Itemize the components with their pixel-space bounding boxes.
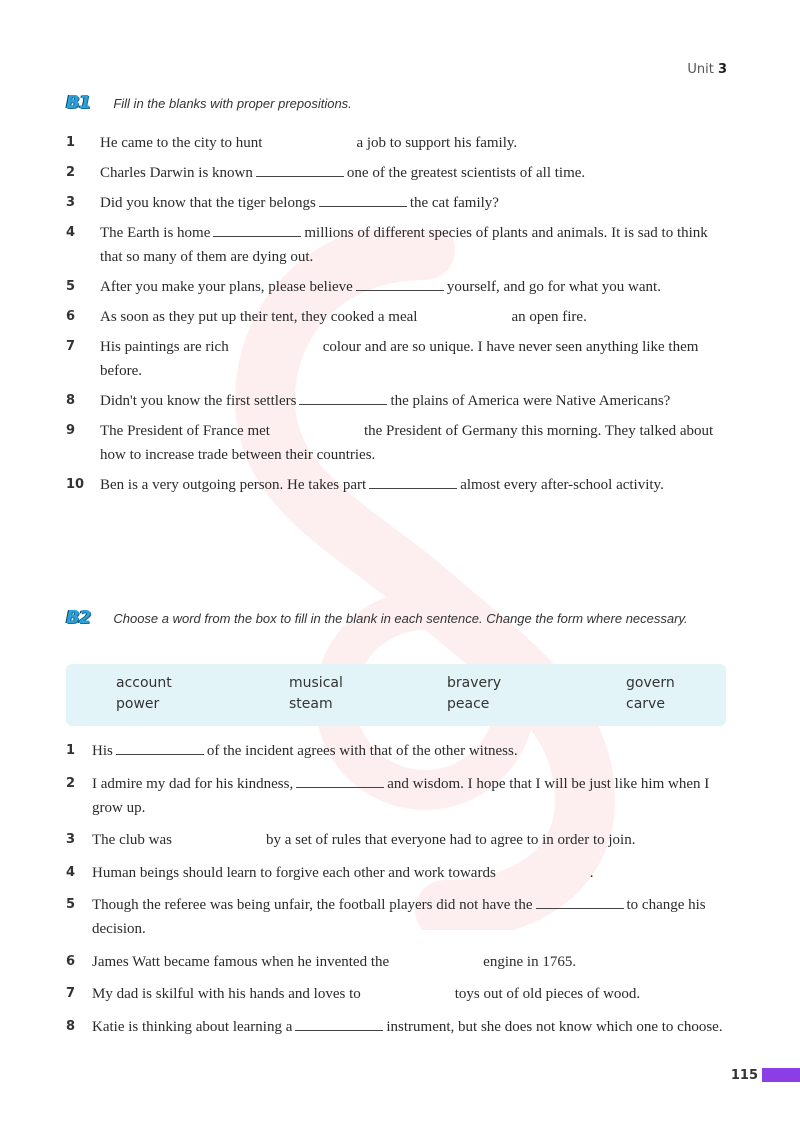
word-box-item: carve bbox=[626, 696, 665, 712]
unit-label: Unit 3 bbox=[687, 62, 727, 77]
question-text-before: Charles Darwin is known bbox=[100, 165, 253, 181]
answer-blank[interactable] bbox=[319, 194, 407, 207]
section-b2-instruction: Choose a word from the box to fill in the blank in each sentence. Change the form where necessary. bbox=[113, 611, 688, 626]
question-text-after: . bbox=[589, 864, 594, 881]
question-text bbox=[66, 389, 728, 413]
word-box-item: account bbox=[116, 675, 172, 691]
question-text-after: almost every after-school activity. bbox=[460, 477, 664, 493]
question-text-before: Katie is thinking about learning a bbox=[92, 1018, 293, 1035]
question-text-after: the plains of America were Native Americans? bbox=[390, 393, 671, 409]
question-number: 6 bbox=[66, 953, 76, 969]
word-box bbox=[66, 664, 726, 726]
question-number: 7 bbox=[66, 986, 76, 1001]
answer-blank[interactable] bbox=[213, 224, 301, 237]
question-text bbox=[66, 739, 728, 763]
question-text-after: to change his decision. bbox=[92, 897, 706, 937]
question-text bbox=[66, 161, 728, 185]
question-text-before: Human beings should learn to forgive each other and work towards bbox=[92, 864, 496, 881]
section-b1-header bbox=[66, 92, 352, 113]
question-number: 8 bbox=[66, 393, 76, 408]
page-number: 115 bbox=[730, 1068, 758, 1083]
question-item bbox=[66, 982, 728, 1006]
page-number-bar bbox=[762, 1068, 800, 1082]
question-item bbox=[66, 191, 728, 215]
question-text bbox=[66, 221, 728, 269]
question-number: 4 bbox=[66, 225, 76, 240]
question-text-before: Though the referee was being unfair, the football players did not have the bbox=[92, 897, 533, 913]
word-box-item: steam bbox=[289, 696, 333, 712]
answer-blank[interactable] bbox=[296, 775, 384, 788]
question-text bbox=[66, 191, 728, 215]
question-text-before: My dad is skilful with his hands and loves to bbox=[92, 986, 361, 1002]
question-text-before: I admire my dad for his kindness, bbox=[92, 775, 294, 792]
question-text bbox=[66, 1015, 728, 1039]
answer-blank[interactable] bbox=[232, 339, 320, 351]
answer-blank[interactable] bbox=[116, 742, 204, 755]
question-item bbox=[66, 161, 728, 185]
section-b2-badge: B2 bbox=[66, 607, 91, 628]
answer-blank[interactable] bbox=[536, 896, 624, 909]
question-number: 7 bbox=[66, 339, 76, 354]
answer-blank[interactable] bbox=[356, 278, 444, 291]
question-text bbox=[66, 305, 728, 329]
answer-blank[interactable] bbox=[256, 164, 344, 177]
question-text-before: Ben is a very outgoing person. He takes part bbox=[100, 477, 367, 493]
question-item bbox=[66, 305, 728, 329]
question-text-after: and wisdom. I hope that I will be just like him when I grow up. bbox=[92, 775, 710, 816]
question-item bbox=[66, 893, 728, 941]
question-text bbox=[66, 131, 728, 155]
question-text bbox=[66, 950, 728, 974]
answer-blank[interactable] bbox=[369, 476, 457, 489]
question-item bbox=[66, 772, 728, 820]
question-item bbox=[66, 739, 728, 763]
section-b1-questions bbox=[66, 131, 728, 503]
answer-blank[interactable] bbox=[420, 309, 508, 321]
question-text-before: James Watt became famous when he invented the bbox=[92, 953, 390, 970]
question-number: 1 bbox=[66, 135, 76, 150]
question-text-after: the President of Germany this morning. They talked about how to increase trade between their countries. bbox=[100, 423, 714, 463]
question-text bbox=[66, 473, 728, 497]
section-b2-header bbox=[66, 607, 726, 629]
question-number: 6 bbox=[66, 309, 76, 324]
answer-blank[interactable] bbox=[265, 135, 353, 147]
question-item bbox=[66, 473, 728, 497]
question-text bbox=[66, 828, 728, 852]
question-item bbox=[66, 335, 728, 383]
question-text bbox=[66, 861, 728, 885]
question-text-before: His paintings are rich bbox=[100, 339, 229, 355]
question-number: 9 bbox=[66, 423, 76, 438]
question-number: 2 bbox=[66, 775, 76, 791]
question-text bbox=[66, 982, 728, 1006]
question-text-before: He came to the city to hunt bbox=[100, 135, 263, 151]
question-text-before: The President of France met bbox=[100, 423, 270, 439]
question-text bbox=[66, 335, 728, 383]
word-box-item: peace bbox=[447, 696, 490, 712]
word-box-item: govern bbox=[626, 675, 675, 691]
question-text-before: As soon as they put up their tent, they cooked a meal bbox=[100, 309, 418, 325]
question-text-after: the cat family? bbox=[409, 195, 499, 211]
answer-blank[interactable] bbox=[299, 392, 387, 405]
question-item bbox=[66, 389, 728, 413]
question-text-after: instrument, but she does not know which one to choose. bbox=[386, 1018, 723, 1035]
question-number: 8 bbox=[66, 1018, 76, 1034]
section-b2-questions bbox=[66, 739, 728, 1047]
section-b1-badge: B1 bbox=[66, 92, 91, 113]
question-number: 5 bbox=[66, 897, 76, 912]
answer-blank[interactable] bbox=[392, 954, 480, 966]
question-number: 5 bbox=[66, 279, 76, 294]
question-text-after: an open fire. bbox=[511, 309, 587, 325]
question-item bbox=[66, 861, 728, 885]
word-box-item: bravery bbox=[447, 675, 502, 691]
answer-blank[interactable] bbox=[499, 865, 587, 877]
question-text bbox=[66, 893, 728, 941]
answer-blank[interactable] bbox=[273, 423, 361, 435]
question-text-after: yourself, and go for what you want. bbox=[446, 279, 661, 295]
question-number: 10 bbox=[66, 477, 85, 492]
question-text-before: His bbox=[92, 743, 113, 759]
question-item bbox=[66, 828, 728, 852]
question-item bbox=[66, 221, 728, 269]
question-text bbox=[66, 275, 728, 299]
question-text-before: Didn't you know the first settlers bbox=[100, 393, 297, 409]
question-text-before: The Earth is home bbox=[100, 225, 211, 241]
question-text-after: colour and are so unique. I have never seen anything like them before. bbox=[100, 339, 699, 379]
question-number: 3 bbox=[66, 832, 76, 847]
question-text bbox=[66, 772, 728, 820]
question-number: 1 bbox=[66, 743, 76, 758]
answer-blank[interactable] bbox=[295, 1018, 383, 1031]
question-text-after: millions of different species of plants and animals. It is sad to think that so many of them are dying out. bbox=[100, 225, 708, 265]
section-b1-instruction: Fill in the blanks with proper prepositions. bbox=[113, 96, 352, 111]
question-item bbox=[66, 1015, 728, 1039]
question-number: 2 bbox=[66, 165, 76, 180]
question-item bbox=[66, 131, 728, 155]
question-item bbox=[66, 950, 728, 974]
question-text bbox=[66, 419, 728, 467]
word-box-item: power bbox=[116, 696, 160, 712]
word-box-item: musical bbox=[289, 675, 343, 691]
question-text-after: engine in 1765. bbox=[483, 953, 577, 970]
question-text-after: a job to support his family. bbox=[356, 135, 518, 151]
answer-blank[interactable] bbox=[364, 986, 452, 998]
question-item bbox=[66, 275, 728, 299]
question-item bbox=[66, 419, 728, 467]
answer-blank[interactable] bbox=[175, 832, 263, 844]
question-number: 3 bbox=[66, 195, 76, 210]
question-text-after: one of the greatest scientists of all time. bbox=[346, 165, 586, 181]
question-text-after: of the incident agrees with that of the other witness. bbox=[206, 743, 518, 759]
question-text-after: toys out of old pieces of wood. bbox=[454, 986, 641, 1002]
question-text-after: by a set of rules that everyone had to agree to in order to join. bbox=[265, 832, 636, 848]
question-number: 4 bbox=[66, 864, 76, 880]
question-text-before: Did you know that the tiger belongs bbox=[100, 195, 316, 211]
question-text-before: The club was bbox=[92, 832, 172, 848]
question-text-before: After you make your plans, please believe bbox=[100, 279, 353, 295]
